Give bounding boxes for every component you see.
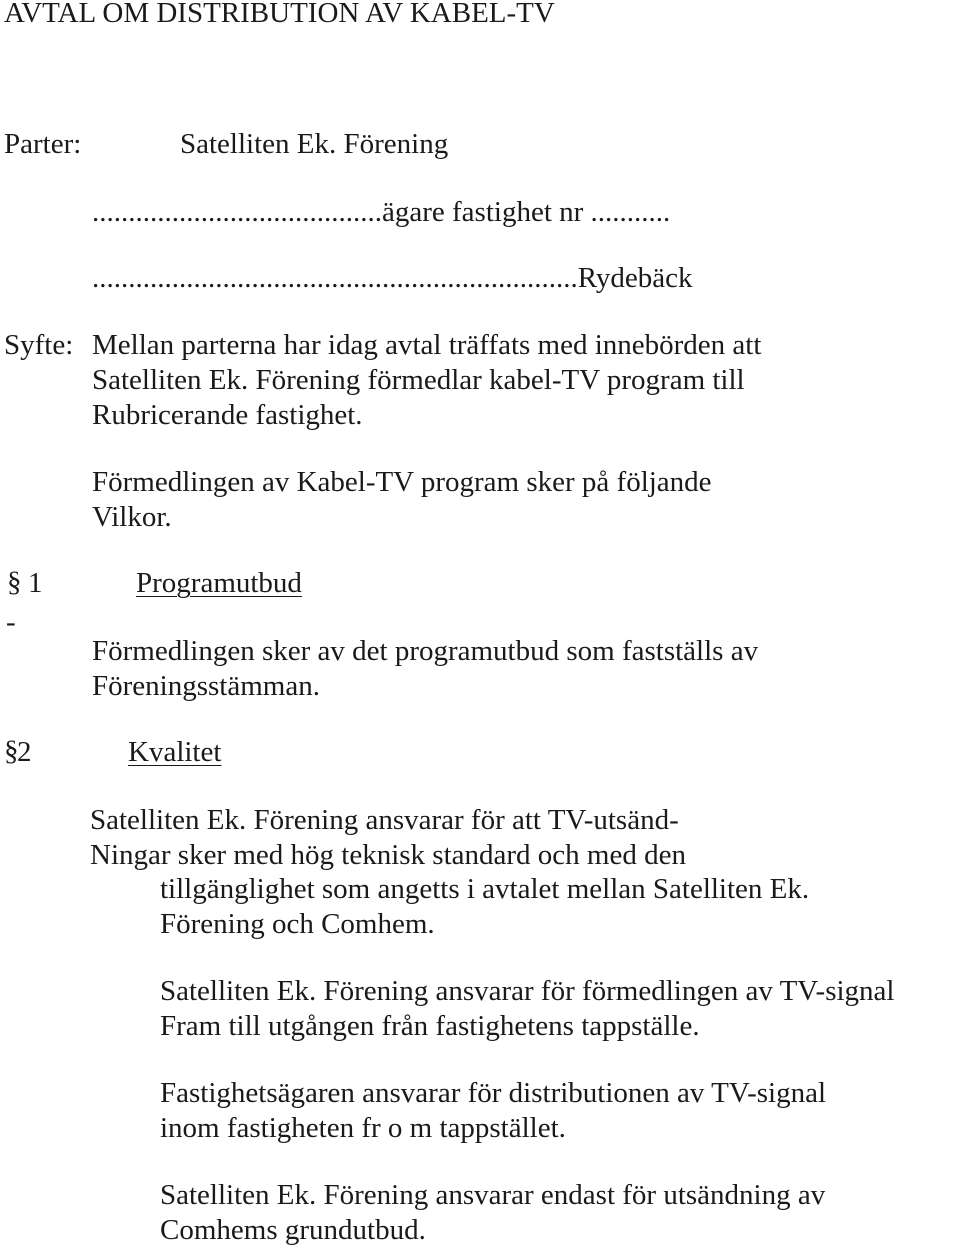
quality-p2-line-2: Fram till utgången från fastighetens tappställe. [160, 1010, 700, 1042]
quality-p1-line-3: tillgänglighet som angetts i avtalet mellan Satelliten Ek. [160, 873, 810, 905]
section-symbol: § [4, 735, 19, 767]
section-1-number: 1 [28, 567, 43, 599]
purpose-label: Syfte: [4, 329, 74, 361]
quality-p4-line-1: Satelliten Ek. Förening ansvarar endast för utsändning av [160, 1179, 826, 1211]
quality-p3-line-2: inom fastigheten fr o m tappstället. [160, 1112, 566, 1144]
quality-p1-line-2: Ningar sker med hög teknisk standard och med den [90, 839, 686, 871]
party-2-location-line: ...................................................................Rydebäck [92, 262, 693, 294]
purpose-line-2: Satelliten Ek. Förening förmedlar kabel-TV program till [92, 364, 745, 396]
section-symbol: § [7, 566, 22, 598]
quality-p2-line-1: Satelliten Ek. Förening ansvarar för förmedlingen av TV-signal [160, 975, 895, 1007]
party-1: Satelliten Ek. Förening [180, 128, 449, 160]
party-2-owner-line: ........................................ägare fastighet nr ........... [92, 196, 671, 228]
quality-p1-line-4: Förening och Comhem. [160, 908, 435, 940]
section-2-heading: Kvalitet [128, 736, 222, 768]
section-1-heading: Programutbud [136, 567, 302, 599]
parties-label: Parter: [4, 128, 82, 160]
section-1-line-1: Förmedlingen sker av det programutbud som fastställs av [92, 635, 759, 667]
conditions-line-1: Förmedlingen av Kabel-TV program sker på följande [92, 466, 712, 498]
quality-p4-line-2: Comhems grundutbud. [160, 1214, 426, 1246]
section-2-number: 2 [17, 736, 32, 768]
quality-p1-line-1: Satelliten Ek. Förening ansvarar för att TV-utsänd- [90, 804, 679, 836]
section-1-line-2: Föreningsstämman. [92, 670, 320, 702]
purpose-line-1: Mellan parterna har idag avtal träffats med innebörden att [92, 329, 762, 361]
purpose-line-3: Rubricerande fastighet. [92, 399, 363, 431]
document-title: AVTAL OM DISTRIBUTION AV KABEL-TV [4, 0, 555, 29]
section-1-dash: - [6, 606, 16, 638]
quality-p3-line-1: Fastighetsägaren ansvarar för distributionen av TV-signal [160, 1077, 827, 1109]
conditions-line-2: Vilkor. [92, 501, 172, 533]
